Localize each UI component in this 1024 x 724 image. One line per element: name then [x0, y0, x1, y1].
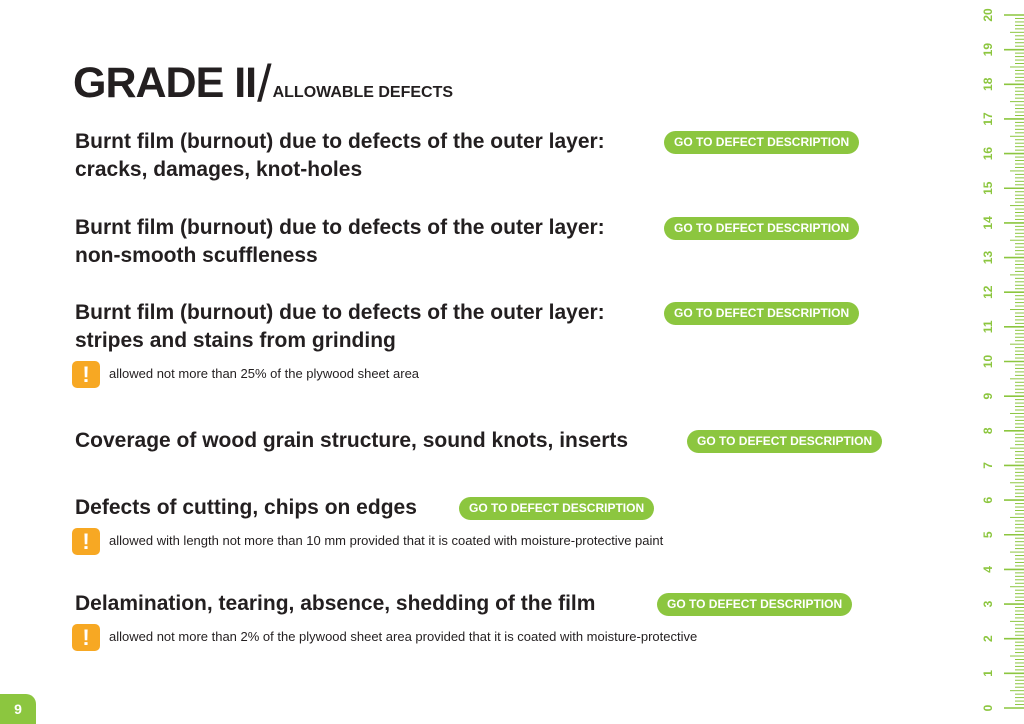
ruler-label: 13 [981, 250, 995, 265]
note-text: allowed not more than 2% of the plywood sheet area provided that it is coated with moisture-protective [109, 629, 698, 644]
defect-item-3 [75, 299, 605, 355]
title-subtitle: ALLOWABLE DEFECTS [272, 84, 454, 101]
ruler-label: 0 [981, 704, 995, 712]
ruler-label: 20 [981, 8, 995, 22]
ruler-label: 15 [981, 181, 995, 195]
ruler-label: 6 [981, 496, 995, 504]
warning-icon: ! [72, 361, 100, 388]
ruler-label: 19 [981, 42, 995, 57]
title-slash: / [257, 55, 272, 113]
go-to-defect-button[interactable]: GO TO DEFECT DESCRIPTION [687, 430, 882, 453]
defect-item-5 [75, 494, 417, 522]
ruler-label: 2 [981, 635, 995, 643]
defect-title: Coverage of wood grain structure, sound knots, inserts [75, 429, 629, 452]
ruler-label: 8 [981, 427, 995, 435]
ruler-label: 16 [981, 146, 995, 161]
ruler-label: 11 [981, 320, 995, 334]
defect-item-1 [75, 128, 605, 184]
ruler-label: 7 [981, 462, 995, 469]
defect-title-line2: stripes and stains from grinding [75, 329, 396, 352]
warning-icon: ! [72, 624, 100, 651]
defect-title: Burnt film (burnout) due to defects of the outer layer: [75, 130, 605, 153]
defect-title: Defects of cutting, chips on edges [75, 496, 417, 519]
defect-item-6 [75, 590, 595, 618]
page-title [73, 50, 454, 113]
ruler-label: 12 [981, 285, 995, 299]
grade-title: GRADE II [73, 59, 257, 107]
ruler [978, 0, 1024, 724]
warning-icon: ! [72, 528, 100, 555]
ruler-label: 17 [981, 112, 995, 126]
ruler-label: 10 [981, 354, 995, 369]
ruler-label: 1 [981, 670, 995, 677]
go-to-defect-button[interactable]: GO TO DEFECT DESCRIPTION [459, 497, 654, 520]
ruler-label: 4 [981, 566, 995, 573]
defect-title-line2: cracks, damages, knot-holes [75, 158, 363, 181]
ruler-label: 9 [981, 392, 995, 400]
go-to-defect-button[interactable]: GO TO DEFECT DESCRIPTION [664, 217, 859, 240]
ruler-label: 3 [981, 600, 995, 608]
note-text: allowed not more than 25% of the plywood sheet area [109, 366, 420, 381]
note-text: allowed with length not more than 10 mm provided that it is coated with moisture-protective paint [109, 533, 664, 548]
ruler-label: 18 [981, 77, 995, 91]
defect-title: Burnt film (burnout) due to defects of the outer layer: [75, 216, 605, 239]
ruler-label: 14 [981, 216, 995, 230]
defect-title-line2: non-smooth scuffleness [75, 244, 318, 267]
defect-item-4 [75, 427, 628, 455]
defect-item-2 [75, 214, 605, 270]
go-to-defect-button[interactable]: GO TO DEFECT DESCRIPTION [657, 593, 852, 616]
go-to-defect-button[interactable]: GO TO DEFECT DESCRIPTION [664, 302, 859, 325]
go-to-defect-button[interactable]: GO TO DEFECT DESCRIPTION [664, 131, 859, 154]
page-number-tab: 9 [0, 694, 36, 724]
ruler-label: 5 [981, 531, 995, 539]
defect-title: Burnt film (burnout) due to defects of the outer layer: [75, 301, 605, 324]
defect-title: Delamination, tearing, absence, shedding of the film [75, 592, 596, 615]
